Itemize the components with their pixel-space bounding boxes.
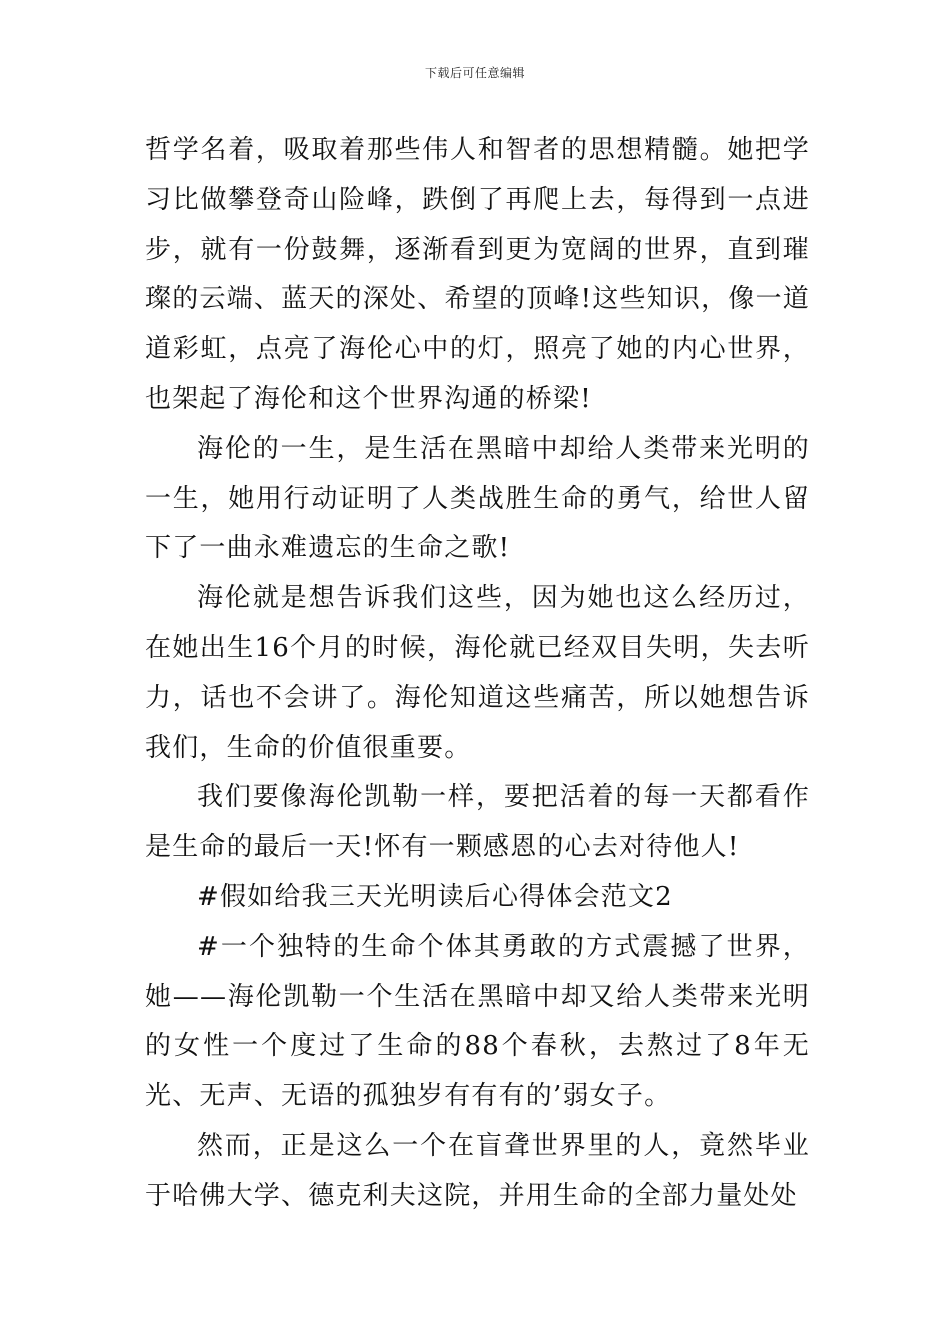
- paragraph-6: 然而，正是这么一个在盲聋世界里的人，竟然毕业于哈佛大学、德克利夫这院，并用生命的全部力量处处: [145, 1130, 810, 1211]
- paragraph-4: 我们要像海伦凯勒一样，要把活着的每一天都看作是生命的最后一天!怀有一颗感恩的心去对待他人!: [145, 782, 810, 863]
- page-header-note: 下载后可任意编辑: [424, 66, 525, 80]
- paragraph-1: 哲学名着，吸取着那些伟人和智者的思想精髓。她把学习比做攀登奇山险峰，跌倒了再爬上去，每得到一点进步，就有一份鼓舞，逐渐看到更为宽阔的世界，直到璀璨的云端、蓝天的深处、希望的顶峰!这些知识，像一道道彩虹，点亮了海伦心中的灯，照亮了她的内心世界，也架起了海伦和这个世界沟通的桥梁!: [145, 135, 810, 414]
- document-body: [145, 126, 810, 1222]
- paragraph-2: 海伦的一生，是生活在黑暗中却给人类带来光明的一生，她用行动证明了人类战胜生命的勇气，给世人留下了一曲永难遗忘的生命之歌!: [145, 433, 810, 564]
- section-heading: #假如给我三天光明读后心得体会范文2: [197, 881, 673, 912]
- paragraph-3: 海伦就是想告诉我们这些，因为她也这么经历过，在她出生16个月的时候，海伦就已经双目失明，失去听力，话也不会讲了。海伦知道这些痛苦，所以她想告诉我们，生命的价值很重要。: [145, 583, 810, 763]
- paragraph-5: #一个独特的生命个体其勇敢的方式震撼了世界，她——海伦凯勒一个生活在黑暗中却又给人类带来光明的女性一个度过了生命的88个春秋，去熬过了8年无光、无声、无语的孤独岁有有有的’弱女子。: [145, 931, 810, 1112]
